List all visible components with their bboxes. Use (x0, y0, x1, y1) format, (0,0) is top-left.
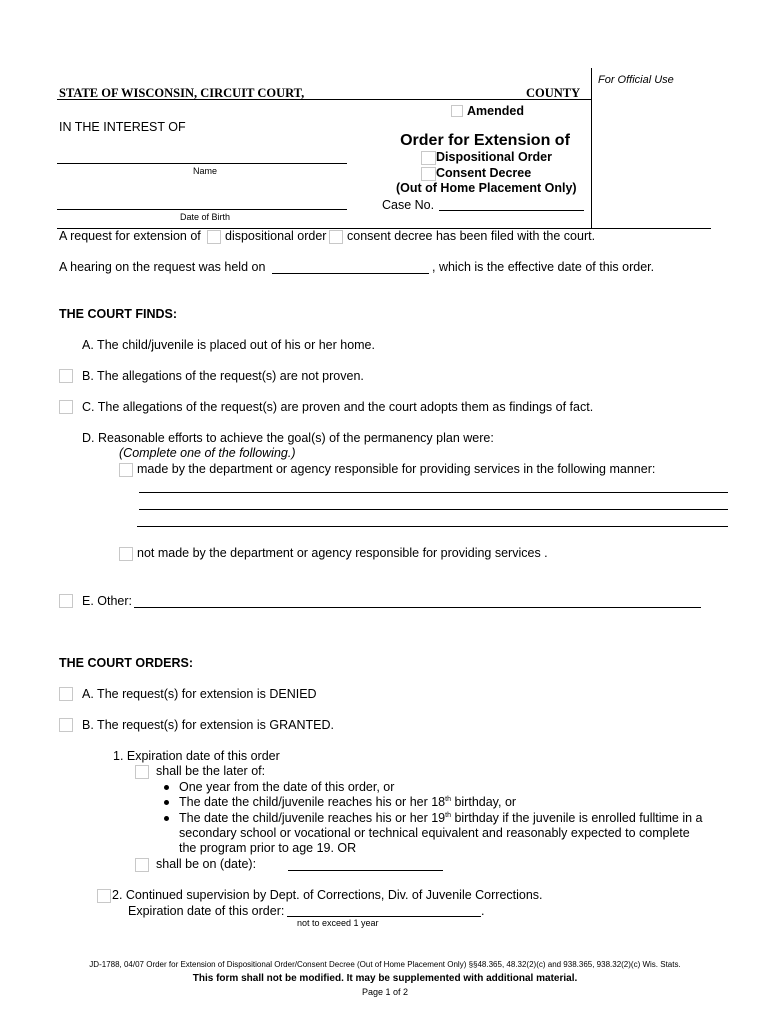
order-item-2: 2. Continued supervision by Dept. of Corrections, Div. of Juvenile Corrections. (112, 888, 543, 902)
finding-d: D. Reasonable efforts to achieve the goal(s) of the permanency plan were: (82, 431, 494, 445)
order-a-checkbox[interactable] (59, 687, 73, 701)
shall-be-on-checkbox[interactable] (135, 858, 149, 872)
case-no-field[interactable] (439, 210, 584, 211)
item-2-expiration-field[interactable] (287, 916, 481, 917)
efforts-made-checkbox[interactable] (119, 463, 133, 477)
name-caption: Name (192, 166, 217, 176)
interest-of-label: IN THE INTEREST OF (59, 120, 186, 134)
form-id: JD-1788, 04/07 Order for Extension of Dispositional Order/Consent Decree (Out of Home Placement Only) §§48.365, 48.32(2)(c) and 938.365, 938.32(2)(c) Wis. Stats. (89, 960, 681, 969)
hearing-text-a: A hearing on the request was held on (59, 260, 266, 274)
efforts-manner-line-2[interactable] (139, 509, 728, 510)
dob-caption: Date of Birth (179, 212, 231, 222)
finding-a: A. The child/juvenile is placed out of his or her home. (82, 338, 375, 352)
finding-d-note: (Complete one of the following.) (119, 446, 296, 460)
request-text-a: A request for extension of (59, 229, 201, 243)
request-text-c: consent decree has been filed with the court. (347, 229, 596, 243)
efforts-not-made-label: not made by the department or agency responsible for providing services . (137, 546, 548, 560)
item-2-note: not to exceed 1 year (297, 918, 379, 928)
official-use-divider (591, 68, 592, 228)
later-of-checkbox[interactable] (135, 765, 149, 779)
shall-be-on-date-field[interactable] (288, 870, 443, 871)
hearing-text-b: , which is the effective date of this order. (432, 260, 655, 274)
finding-e-checkbox[interactable] (59, 594, 73, 608)
dob-field[interactable] (57, 209, 347, 210)
later-of-label: shall be the later of: (156, 764, 266, 778)
request-dispositional-checkbox[interactable] (207, 230, 221, 244)
form-title: Order for Extension of (400, 132, 570, 149)
shall-be-on-label: shall be on (date): (156, 857, 257, 871)
bullet-3-line-2: secondary school or vocational or technical equivalent and reasonably expected to complete (179, 826, 690, 840)
dispositional-order-label: Dispositional Order (436, 150, 552, 164)
amended-label: Amended (467, 104, 524, 118)
order-b-checkbox[interactable] (59, 718, 73, 732)
finding-e-field[interactable] (134, 607, 701, 608)
finding-e: E. Other: (82, 594, 133, 608)
page-number: Page 1 of 2 (361, 987, 409, 997)
efforts-made-label: made by the department or agency responsible for providing services in the following manner: (137, 462, 656, 476)
findings-heading: THE COURT FINDS: (59, 307, 178, 321)
form-notice: This form shall not be modified. It may be supplemented with additional material. (192, 973, 578, 984)
orders-heading: THE COURT ORDERS: (59, 656, 194, 670)
request-consent-checkbox[interactable] (329, 230, 343, 244)
order-item-1: 1. Expiration date of this order (113, 749, 280, 763)
hearing-date-field[interactable] (272, 273, 429, 274)
dispositional-order-checkbox[interactable] (421, 151, 436, 165)
county-label: COUNTY (526, 86, 581, 100)
efforts-manner-line-3[interactable] (137, 526, 728, 527)
bullet-3: The date the child/juvenile reaches his or her 19th birthday if the juvenile is enrolled fulltime in a (179, 811, 703, 825)
order-b: B. The request(s) for extension is GRANTED. (82, 718, 334, 732)
bullet-2: The date the child/juvenile reaches his or her 18th birthday, or (179, 795, 517, 809)
consent-decree-checkbox[interactable] (421, 167, 436, 181)
efforts-manner-line-1[interactable] (139, 492, 728, 493)
bullet-1: One year from the date of this order, or (179, 780, 395, 794)
finding-c-checkbox[interactable] (59, 400, 73, 414)
name-field[interactable] (57, 163, 347, 164)
request-text-b: dispositional order (225, 229, 327, 243)
order-a: A. The request(s) for extension is DENIED (82, 687, 317, 701)
caption-rule (57, 99, 591, 100)
bullet-1-marker (164, 785, 169, 790)
consent-decree-label: Consent Decree (436, 166, 532, 180)
efforts-not-made-checkbox[interactable] (119, 547, 133, 561)
form-subtitle: (Out of Home Placement Only) (396, 181, 577, 195)
official-use-label: For Official Use (598, 74, 674, 86)
order-item-2-checkbox[interactable] (97, 889, 111, 903)
finding-b: B. The allegations of the request(s) are not proven. (82, 369, 364, 383)
bullet-2-marker (164, 800, 169, 805)
bullet-3-line-3: the program prior to age 19. OR (179, 841, 357, 855)
item-2-period: . (481, 904, 485, 918)
court-caption: STATE OF WISCONSIN, CIRCUIT COURT, (59, 86, 305, 100)
case-no-label: Case No. (382, 198, 435, 212)
amended-checkbox[interactable] (451, 105, 463, 117)
finding-b-checkbox[interactable] (59, 369, 73, 383)
finding-c: C. The allegations of the request(s) are proven and the court adopts them as findings of fact. (82, 400, 594, 414)
bullet-3-marker (164, 816, 169, 821)
item-2-expiration-label: Expiration date of this order: (128, 904, 285, 918)
